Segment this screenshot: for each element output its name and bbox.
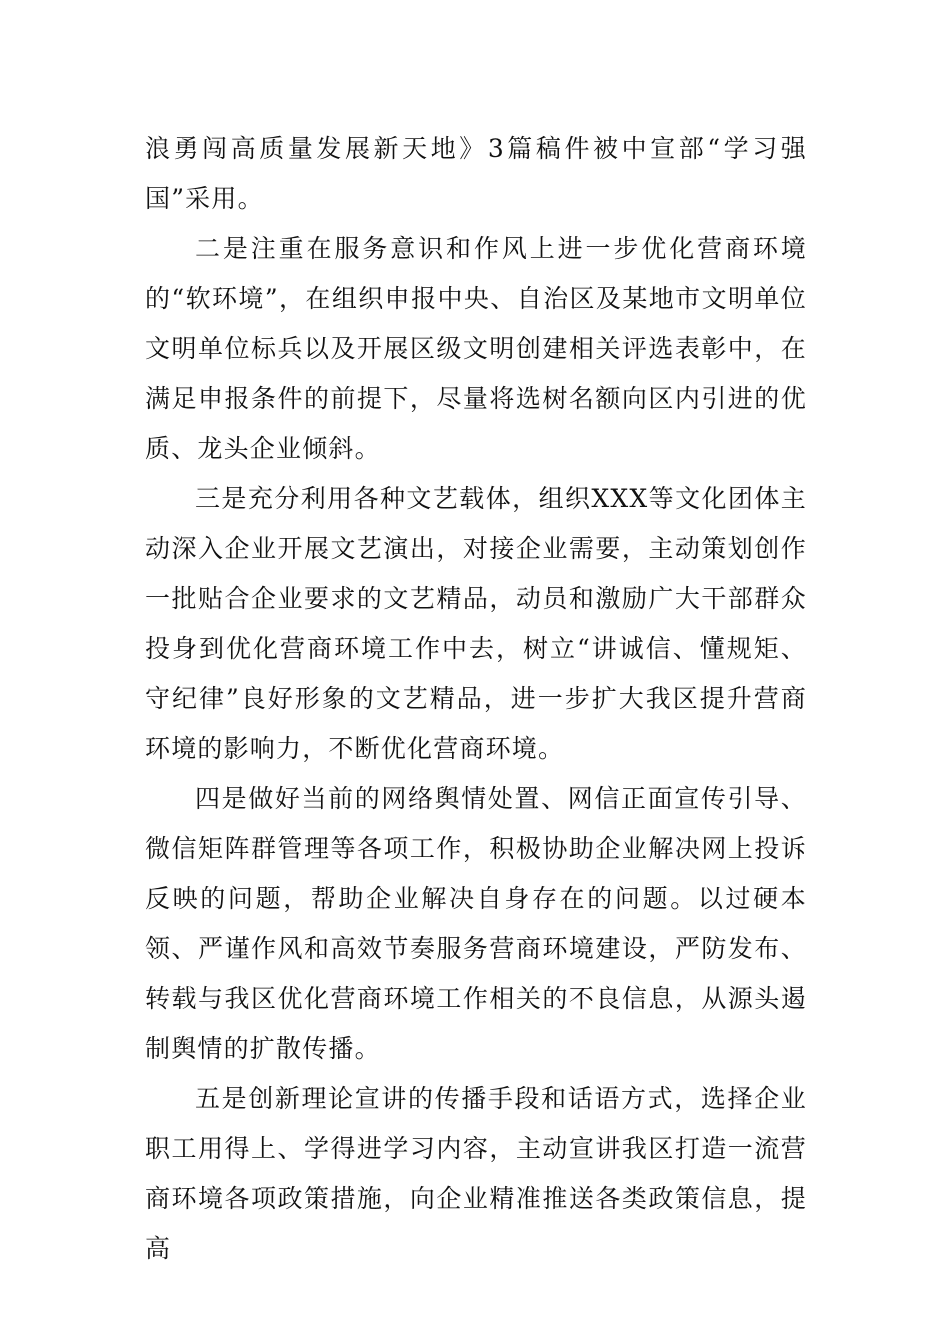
paragraph-3: 三是充分利用各种文艺载体，组织XXX等文化团体主动深入企业开展文艺演出，对接企业需要，主动策划创作一批贴合企业要求的文艺精品，动员和激励广大干部群众投身到优化营商环境工作中去，树立“讲诚信、懂规矩、守纪律”良好形象的文艺精品，进一步扩大我区提升营商环境的影响力，不断优化营商环境。 (145, 484, 807, 763)
paragraph-5: 五是创新理论宣讲的传播手段和话语方式，选择企业职工用得上、学得进学习内容，主动宣讲我区打造一流营商环境各项政策措施，向企业精准推送各类政策信息，提高 (145, 1084, 807, 1263)
paragraph-2: 二是注重在服务意识和作风上进一步优化营商环境的“软环境”，在组织申报中央、自治区及某地市文明单位文明单位标兵以及开展区级文明创建相关评选表彰中，在满足申报条件的前提下，尽量将选树名额向区内引进的优质、龙头企业倾斜。 (145, 234, 807, 463)
document-body (145, 124, 807, 1274)
paragraph-4: 四是做好当前的网络舆情处置、网信正面宣传引导、微信矩阵群管理等各项工作，积极协助企业解决网上投诉反映的问题，帮助企业解决自身存在的问题。以过硬本领、严谨作风和高效节奏服务营商环境建设，严防发布、转载与我区优化营商环境工作相关的不良信息，从源头遏制舆情的扩散传播。 (145, 784, 807, 1063)
paragraph-1: 浪勇闯高质量发展新天地》3篇稿件被中宣部“学习强国”采用。 (145, 134, 807, 213)
